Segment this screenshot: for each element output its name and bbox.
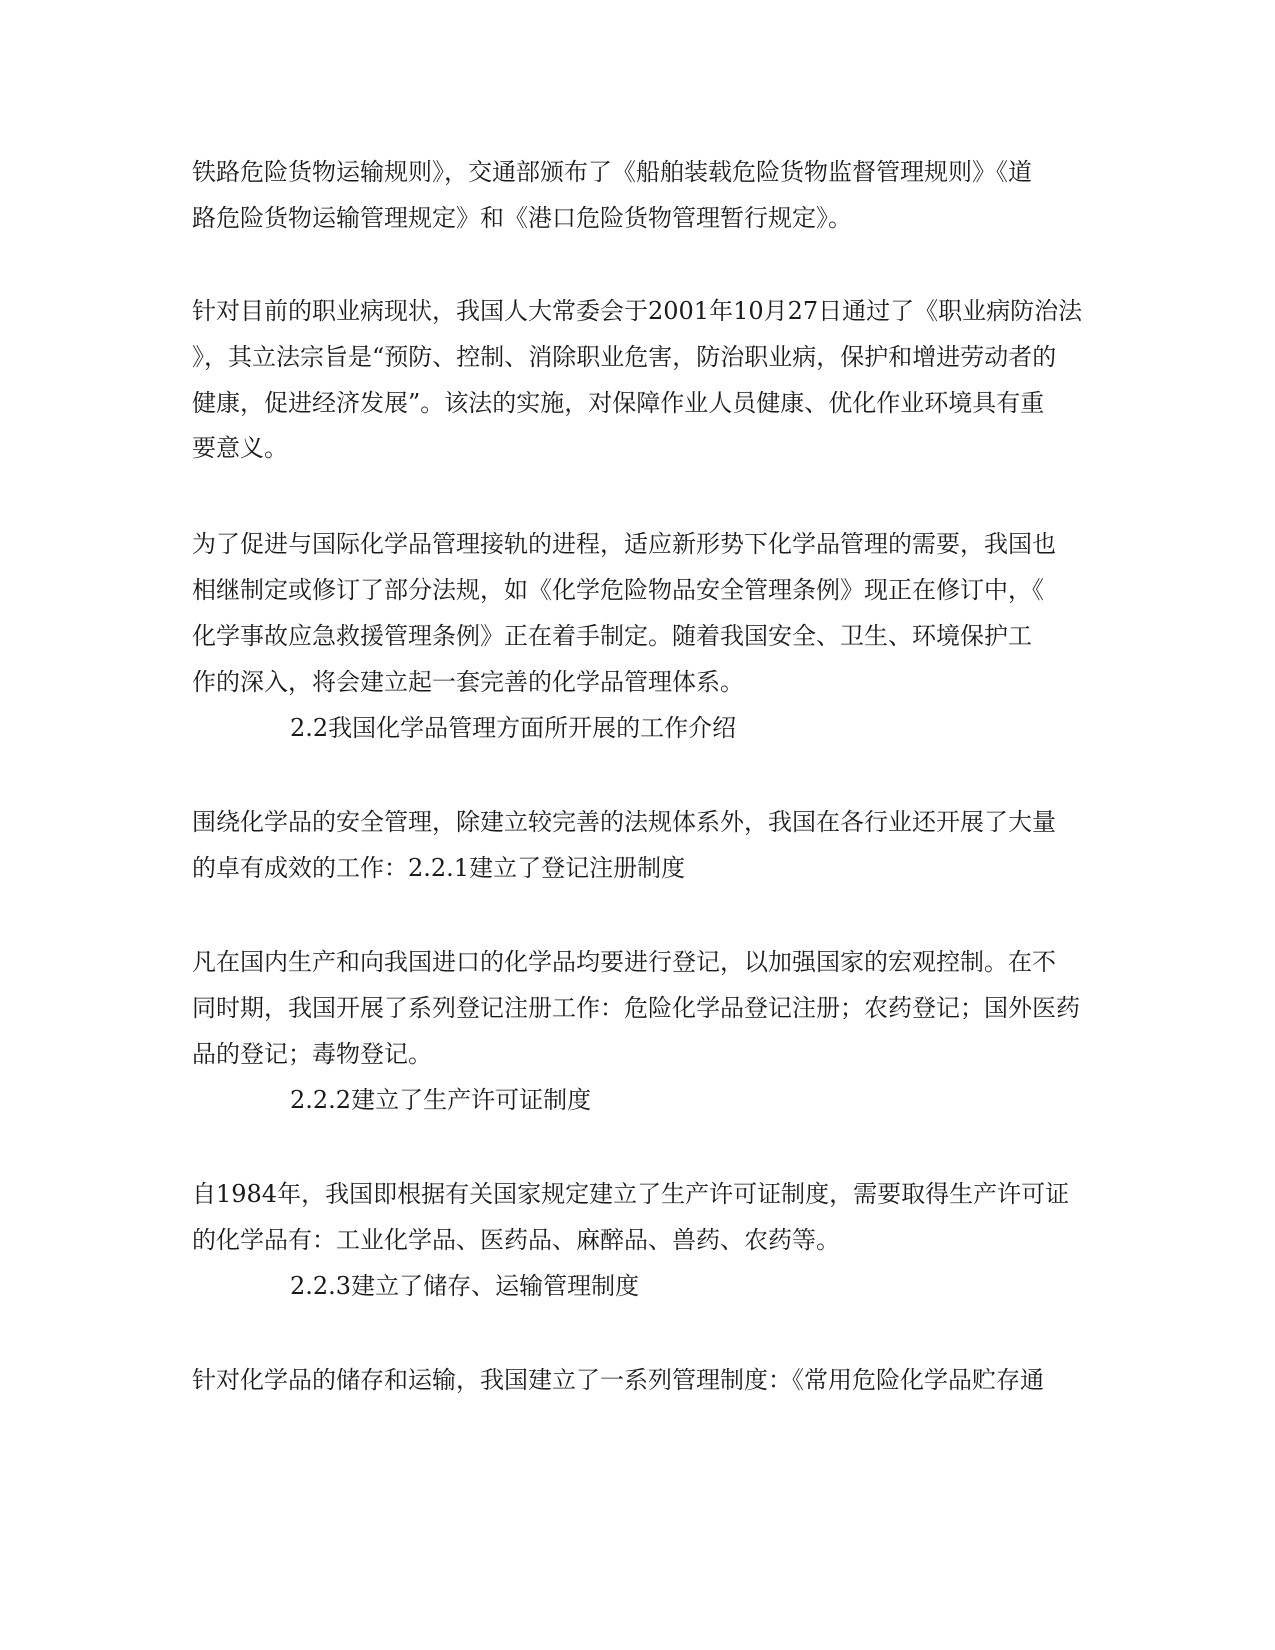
paragraph-1-line-1: 铁路危险货物运输规则》，交通部颁布了《船舶装载危险货物监督管理规则》《道	[192, 158, 1032, 186]
paragraph-5-line-3: 品的登记；毒物登记。	[192, 1040, 432, 1068]
paragraph-2-line-3: 健康，促进经济发展”。该法的实施，对保障作业人员健康、优化作业环境具有重	[192, 389, 1045, 417]
section-heading-2-2-2: 2.2.2建立了生产许可证制度	[290, 1086, 592, 1114]
paragraph-4-line-2: 的卓有成效的工作：2.2.1建立了登记注册制度	[192, 854, 686, 882]
paragraph-4-line-1: 围绕化学品的安全管理，除建立较完善的法规体系外，我国在各行业还开展了大量	[192, 808, 1056, 836]
paragraph-5-line-2: 同时期，我国开展了系列登记注册工作：危险化学品登记注册；农药登记；国外医药	[192, 994, 1080, 1022]
section-heading-2-2: 2.2我国化学品管理方面所开展的工作介绍	[290, 714, 737, 742]
paragraph-3-line-3: 化学事故应急救援管理条例》正在着手制定。随着我国安全、卫生、环境保护工	[192, 622, 1032, 650]
paragraph-2-line-4: 要意义。	[192, 434, 288, 462]
paragraph-3-line-2: 相继制定或修订了部分法规，如《化学危险物品安全管理条例》现正在修订中，《	[192, 576, 1044, 604]
paragraph-3-line-1: 为了促进与国际化学品管理接轨的进程，适应新形势下化学品管理的需要，我国也	[192, 530, 1056, 558]
paragraph-3-line-4: 作的深入，将会建立起一套完善的化学品管理体系。	[192, 668, 744, 696]
paragraph-5-line-1: 凡在国内生产和向我国进口的化学品均要进行登记，以加强国家的宏观控制。在不	[192, 948, 1056, 976]
paragraph-7-line-1: 针对化学品的储存和运输，我国建立了一系列管理制度：《常用危险化学品贮存通	[192, 1366, 1044, 1394]
section-heading-2-2-3: 2.2.3建立了储存、运输管理制度	[290, 1272, 640, 1300]
paragraph-6-line-2: 的化学品有：工业化学品、医药品、麻醉品、兽药、农药等。	[192, 1226, 840, 1254]
paragraph-1-line-2: 路危险货物运输管理规定》和《港口危险货物管理暂行规定》。	[192, 204, 852, 232]
paragraph-6-line-1: 自1984年，我国即根据有关国家规定建立了生产许可证制度，需要取得生产许可证	[192, 1180, 1070, 1208]
paragraph-2-line-1: 针对目前的职业病现状，我国人大常委会于2001年10月27日通过了《职业病防治法	[192, 297, 1083, 325]
paragraph-2-line-2: 》，其立法宗旨是“预防、控制、消除职业危害，防治职业病，保护和增进劳动者的	[192, 343, 1057, 371]
